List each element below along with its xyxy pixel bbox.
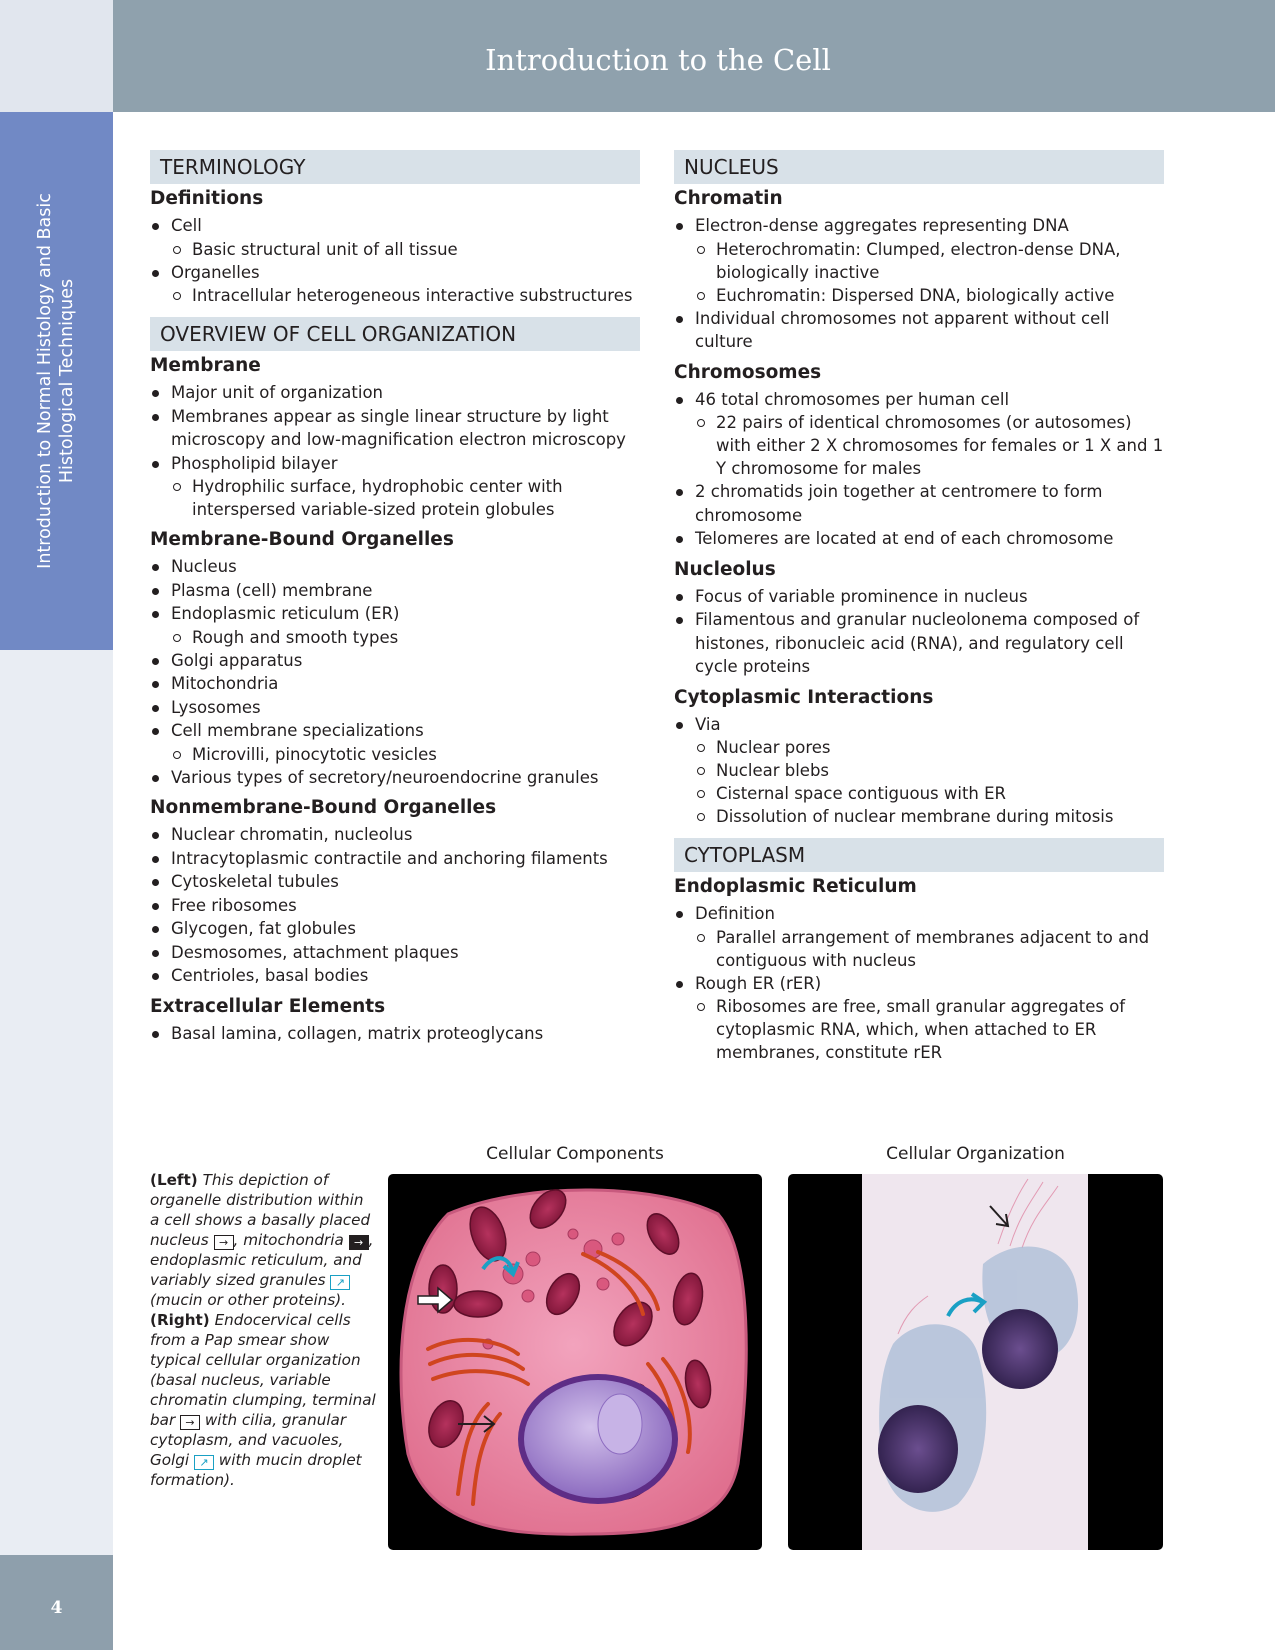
list-item [150,381,640,405]
figure-title-left: Cellular Components [486,1144,664,1164]
subheading: Nucleolus [674,558,776,580]
list-item [150,719,640,766]
list-item-text: Various types of secretory/neuroendocrine granules [171,767,599,787]
list-item [150,672,640,696]
list-item-text: Nucleus [171,557,237,576]
nucleus-lower [878,1405,958,1493]
list-item-text: Individual chromosomes not apparent without cell culture [695,308,1110,351]
list-item-text: Lysosomes [171,697,261,717]
bullet-list [150,823,640,988]
nucleus-upper [982,1309,1058,1389]
caption-text: , mitochondria [233,1231,344,1249]
list-item-text: Intracytoplasmic contractile and anchoring filaments [171,848,608,868]
list-item [150,214,640,261]
list-item [150,766,640,790]
sub-list-item: 22 pairs of identical chromosomes (or autosomes) with either 2 X chromosomes for females or 1 X and 1 Y chromosome for males [695,411,1164,480]
sub-bullet-list [171,743,640,766]
curved-arrow-icon: ↗ [330,1275,350,1290]
open-arrow-icon: → [180,1415,200,1430]
sub-list-item: Cisternal space contiguous with ER [695,782,1164,805]
list-item-text: Via [695,714,721,734]
list-item-text: Endoplasmic reticulum (ER) [171,604,400,623]
list-item-text: Nuclear chromatin, nucleolus [171,825,413,844]
list-item-text: Cytoskeletal tubules [171,872,339,891]
sub-bullet-list [171,626,640,649]
open-arrow-icon: → [214,1235,234,1250]
list-item [674,214,1164,307]
list-item-text: Mitochondria [171,674,279,693]
list-item-text: Cell [171,216,202,235]
nucleus [524,1380,672,1498]
bullet-list [150,1022,640,1046]
sub-list-item: Intracellular heterogeneous interactive substructures [171,284,640,307]
list-item [150,917,640,941]
subheading: Cytoplasmic Interactions [674,686,934,708]
cell-diagram-svg [388,1174,762,1550]
list-item-text: Phospholipid bilayer [171,453,338,473]
list-item [674,972,1164,1065]
list-item [150,452,640,522]
list-item [150,870,640,894]
list-item [674,527,1164,551]
list-item-text: 46 total chromosomes per human cell [695,389,1010,409]
sub-list-item: Hydrophilic surface, hydrophobic center with interspersed variable-sized protein globules [171,475,640,521]
list-item [150,405,640,452]
bullet-list [674,713,1164,829]
list-item [674,307,1164,354]
list-item-text: Focus of variable prominence in nucleus [695,586,1028,606]
subheading: Membrane [150,355,261,376]
section-heading-cytoplasm: CYTOPLASM [674,838,1164,872]
list-item [150,941,640,965]
caption-text: with cilia, granular cytoplasm, and vacuoles, Golgi [150,1411,347,1469]
list-item-text: Telomeres are located at end of each chromosome [695,529,1114,548]
list-item [150,894,640,918]
bullet-list [674,902,1164,1064]
pap-smear-micrograph [788,1174,1163,1550]
sub-list-item: Dissolution of nuclear membrane during mitosis [695,805,1164,828]
list-item [150,602,640,649]
subheading: Definitions [150,188,264,209]
list-item-text: Plasma (cell) membrane [171,580,373,600]
list-item-text: Cell membrane specializations [171,721,424,740]
list-item [674,902,1164,972]
section-heading-overview: OVERVIEW OF CELL ORGANIZATION [150,317,640,351]
caption-text: with mucin droplet formation). [150,1451,362,1489]
list-item [150,847,640,871]
list-item-text: Rough ER (rER) [695,973,822,993]
list-item-text: Membranes appear as single linear structure by light microscopy and low-magnification electron microscopy [171,406,626,449]
bullet-list [674,214,1164,354]
right-column [674,150,1164,1070]
list-item [150,964,640,988]
list-item [150,555,640,579]
bullet-list [674,585,1164,679]
sub-bullet-list [171,284,640,307]
subheading: Membrane-Bound Organelles [150,529,454,550]
list-item-text: Filamentous and granular nucleolonema composed of histones, ribonucleic acid (RNA), and regulatory cell cycle proteins [695,610,1140,676]
list-item-text: Organelles [171,262,260,282]
bullet-list [674,388,1164,551]
nucleolus [598,1394,642,1454]
page-number: 4 [50,1598,63,1618]
micrograph-svg [788,1174,1163,1550]
list-item [150,649,640,673]
sub-list-item: Rough and smooth types [171,626,640,649]
sub-bullet-list [695,995,1164,1064]
list-item [674,585,1164,609]
list-item [150,261,640,308]
list-item-text: 2 chromatids join together at centromere to form chromosome [695,482,1103,525]
bullet-list [150,214,640,307]
subheading: Nonmembrane-Bound Organelles [150,797,497,818]
bullet-list [150,381,640,521]
sub-list-item: Parallel arrangement of membranes adjacent to and contiguous with nucleus [695,926,1164,972]
sub-bullet-list [171,238,640,261]
sub-bullet-list [695,736,1164,828]
subheading: Chromatin [674,188,783,209]
list-item-text: Basal lamina, collagen, matrix proteoglycans [171,1023,544,1043]
section-heading-nucleus: NUCLEUS [674,150,1164,184]
list-item-text: Major unit of organization [171,383,384,402]
caption-text: Endocervical cells from a Pap smear show typical cellular organization (basal nucleus, variable chromatin clumping, terminal bar [150,1311,376,1429]
cell-illustration [388,1174,762,1550]
subheading: Chromosomes [674,361,822,383]
caption-text: This depiction of organelle distribution within a cell shows a basally placed nucleus [150,1171,371,1249]
list-item-text: Centrioles, basal bodies [171,966,369,985]
section-heading-terminology: TERMINOLOGY [150,150,640,184]
sub-list-item: Microvilli, pinocytotic vesicles [171,743,640,766]
list-item-text: Glycogen, fat globules [171,919,356,938]
sub-bullet-list [695,926,1164,972]
sub-list-item: Ribosomes are free, small granular aggregates of cytoplasmic RNA, which, when attached to ER membranes, constitute rER [695,995,1164,1064]
list-item-text: Definition [695,904,775,923]
bullet-list [150,555,640,789]
subheading: Endoplasmic Reticulum [674,876,917,897]
sub-list-item: Basic structural unit of all tissue [171,238,640,261]
subheading: Extracellular Elements [150,995,386,1017]
figure-caption [150,1170,376,1490]
page-title: Introduction to the Cell [485,43,831,77]
sub-list-item: Nuclear blebs [695,759,1164,782]
curved-arrow-icon: ↗ [194,1455,214,1470]
list-item [150,1022,640,1046]
sub-bullet-list [171,475,640,521]
list-item [674,388,1164,481]
sub-bullet-list [695,411,1164,480]
caption-text: , endoplasmic reticulum, and variably sized granules [150,1231,374,1289]
list-item [674,608,1164,679]
sub-bullet-list [695,238,1164,307]
sub-list-item: Heterochromatin: Clumped, electron-dense DNA, biologically inactive [695,238,1164,284]
list-item [150,696,640,720]
list-item-text: Free ribosomes [171,895,297,915]
caption-label-left: (Left) [150,1171,198,1189]
list-item [150,579,640,603]
left-column [150,150,640,1051]
sub-list-item: Nuclear pores [695,736,1164,759]
figure-title-right: Cellular Organization [886,1144,1065,1164]
list-item [674,713,1164,829]
list-item-text: Electron-dense aggregates representing DNA [695,216,1069,235]
list-item [150,823,640,847]
solid-arrow-icon: → [349,1235,369,1250]
sub-list-item: Euchromatin: Dispersed DNA, biologically active [695,284,1164,307]
caption-label-right: (Right) [150,1311,210,1329]
list-item [674,480,1164,527]
sidebar-top [0,0,113,112]
chapter-tab-label: Introduction to Normal Histology and Basic Histological Techniques [35,193,77,569]
list-item-text: Desmosomes, attachment plaques [171,942,459,962]
caption-text: (mucin or other proteins). [150,1291,347,1309]
list-item-text: Golgi apparatus [171,650,303,670]
